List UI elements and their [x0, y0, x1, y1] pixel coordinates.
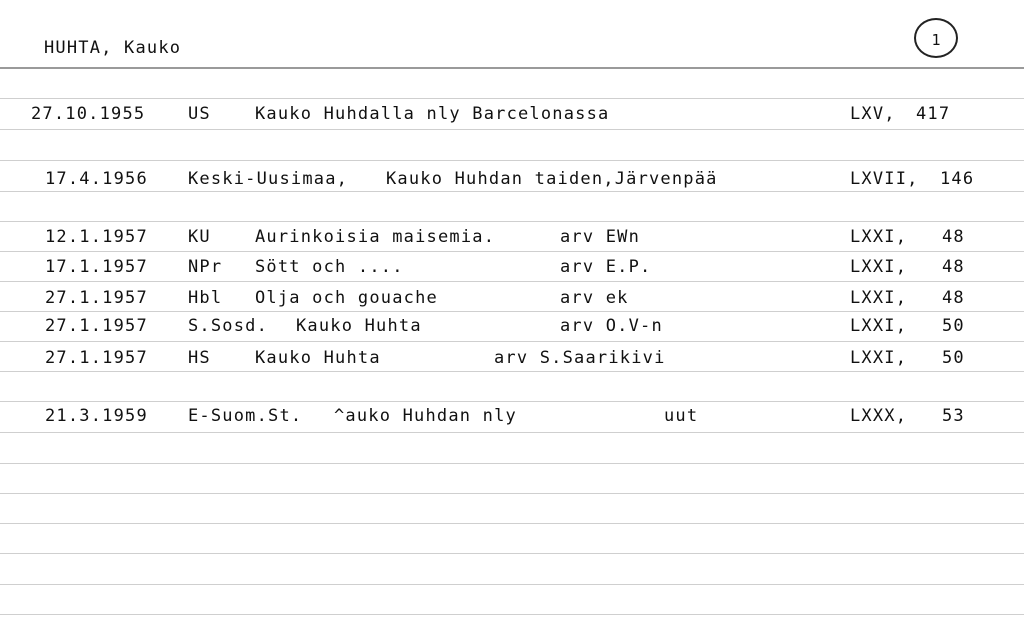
- entry-page: 48: [942, 227, 965, 247]
- ruled-line: [0, 281, 1024, 282]
- entry-date: 27.1.1957: [45, 288, 148, 308]
- entry-page: 53: [942, 406, 965, 426]
- entry-date: 21.3.1959: [45, 406, 148, 426]
- entry-page: 146: [940, 169, 975, 189]
- entry-volume: LXV,: [850, 104, 896, 124]
- entry-reviewer: arv EWn: [560, 227, 641, 247]
- ruled-line: [0, 371, 1024, 372]
- entry-date: 17.1.1957: [45, 257, 148, 277]
- entry-reviewer: arv E.P.: [560, 257, 652, 277]
- ruled-line: [0, 584, 1024, 585]
- entry-date: 27.10.1955: [31, 104, 146, 124]
- entry-volume: LXXI,: [850, 316, 908, 336]
- ruled-line: [0, 401, 1024, 402]
- ruled-line: [0, 493, 1024, 494]
- card-name: HUHTA, Kauko: [44, 38, 182, 58]
- entry-source: HS: [188, 348, 211, 368]
- entry-page: 48: [942, 257, 965, 277]
- card-number-badge: 1: [914, 18, 958, 58]
- entry-source: S.Sosd.: [188, 316, 269, 336]
- entry-volume: LXXI,: [850, 348, 908, 368]
- ruled-line: [0, 523, 1024, 524]
- ruled-line: [0, 463, 1024, 464]
- entry-date: 17.4.1956: [45, 169, 148, 189]
- ruled-line: [0, 553, 1024, 554]
- entry-source: Keski-Uusimaa,: [188, 169, 349, 189]
- entry-date: 27.1.1957: [45, 348, 148, 368]
- ruled-line: [0, 129, 1024, 130]
- entry-page: 50: [942, 316, 965, 336]
- entry-reviewer: arv S.Saarikivi: [494, 348, 666, 368]
- ruled-line: [0, 341, 1024, 342]
- entry-volume: LXXI,: [850, 288, 908, 308]
- entry-source: E-Suom.St.: [188, 406, 303, 426]
- entry-title: ^auko Huhdan nly: [334, 406, 517, 426]
- entry-source: KU: [188, 227, 211, 247]
- entry-source: Hbl: [188, 288, 223, 308]
- entry-reviewer: arv ek: [560, 288, 629, 308]
- entry-volume: LXXI,: [850, 227, 908, 247]
- entry-title: Aurinkoisia maisemia.: [255, 227, 496, 247]
- ruled-line: [0, 614, 1024, 615]
- entry-page: 417: [916, 104, 951, 124]
- entry-title: Kauko Huhdan taiden,Järvenpää: [386, 169, 718, 189]
- entry-title: Kauko Huhta: [296, 316, 422, 336]
- entry-page: 48: [942, 288, 965, 308]
- entry-source: NPr: [188, 257, 223, 277]
- ruled-line: [0, 432, 1024, 433]
- header-divider: [0, 67, 1024, 69]
- entry-volume: LXXX,: [850, 406, 908, 426]
- ruled-line: [0, 160, 1024, 161]
- ruled-line: [0, 191, 1024, 192]
- entry-title: Olja och gouache: [255, 288, 438, 308]
- entry-title: Kauko Huhta: [255, 348, 381, 368]
- entry-source: US: [188, 104, 211, 124]
- entry-title: Kauko Huhdalla nly Barcelonassa: [255, 104, 610, 124]
- entry-date: 27.1.1957: [45, 316, 148, 336]
- ruled-line: [0, 311, 1024, 312]
- entry-reviewer: uut: [664, 406, 699, 426]
- entry-title: Sött och ....: [255, 257, 404, 277]
- entry-volume: LXXI,: [850, 257, 908, 277]
- entry-volume: LXVII,: [850, 169, 919, 189]
- ruled-line: [0, 221, 1024, 222]
- ruled-line: [0, 251, 1024, 252]
- entry-page: 50: [942, 348, 965, 368]
- entry-reviewer: arv O.V-n: [560, 316, 663, 336]
- ruled-line: [0, 98, 1024, 99]
- entry-date: 12.1.1957: [45, 227, 148, 247]
